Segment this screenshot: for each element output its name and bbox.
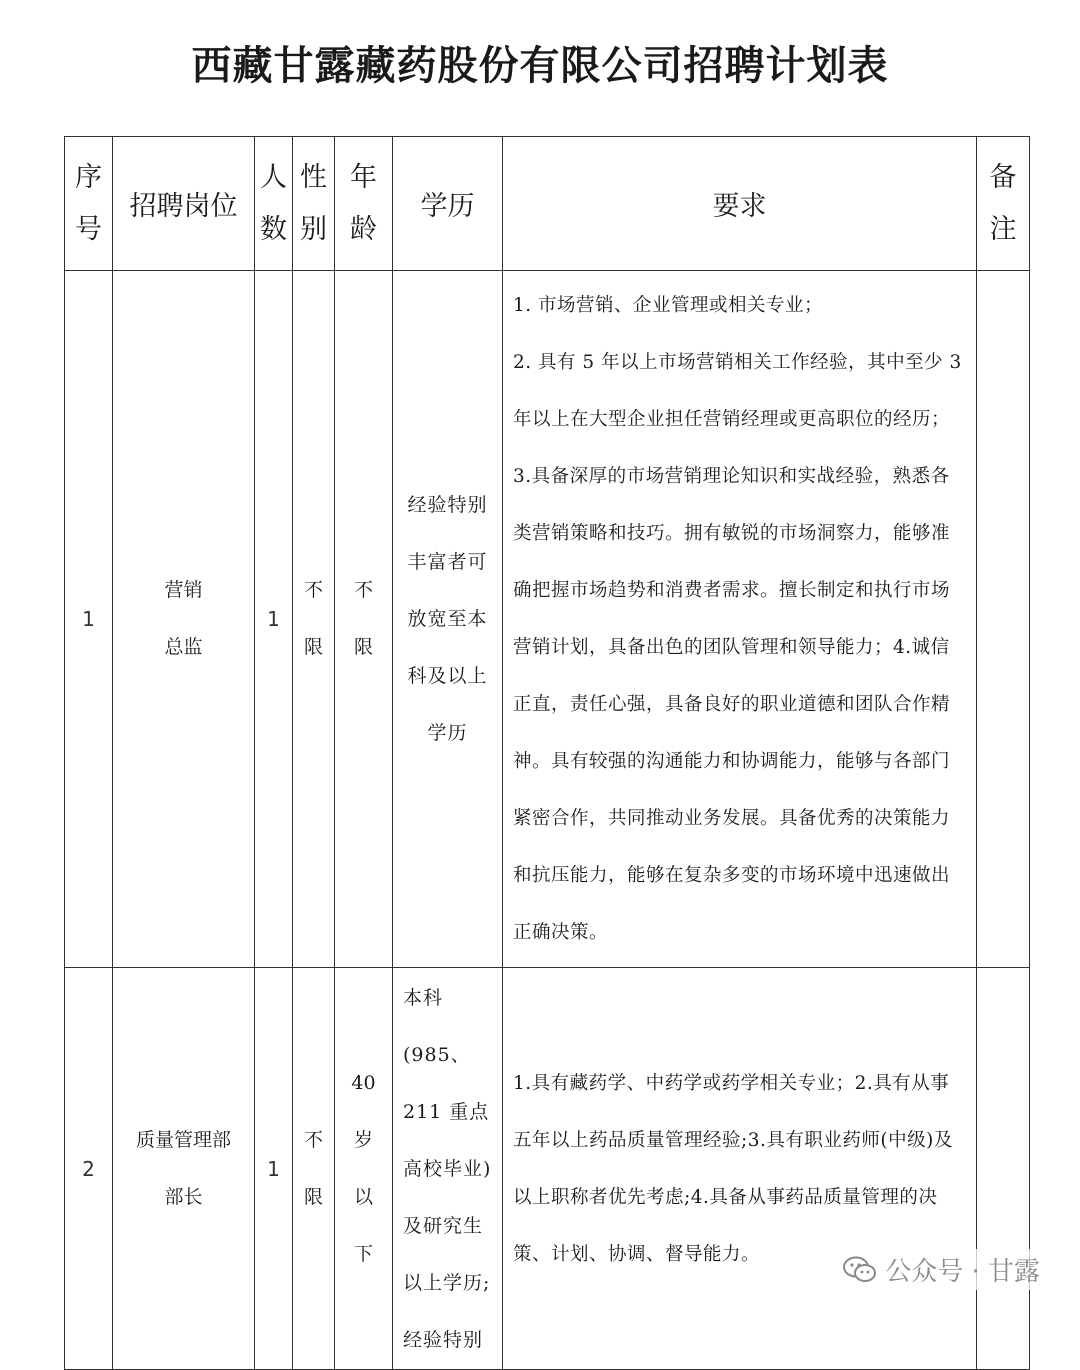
watermark [839, 1249, 1044, 1290]
row-count: 1 [255, 968, 293, 1370]
row-age: 不 限 [335, 271, 393, 968]
table-row [65, 271, 1030, 968]
row-education: 经验特别 丰富者可 放宽至本 科及以上 学历 [393, 271, 503, 968]
header-remarks: 备 注 [977, 137, 1030, 271]
row-age: 40 岁 以 下 [335, 968, 393, 1370]
header-age: 年 龄 [335, 137, 393, 271]
row-requirements: 1.具有藏药学、中药学或药学相关专业；2.具有从事五年以上药品质量管理经验;3.具有职业药师(中级)及以上职称者优先考虑;4.具备从事药品质量管理的决策、计划、协调、督导能力。 [503, 968, 977, 1370]
table-header-row [65, 137, 1030, 271]
table-row [65, 968, 1030, 1370]
header-position: 招聘岗位 [113, 137, 255, 271]
row-education: 本科(985、 211 重点 高校毕业) 及研究生 以上学历; 经验特别 [393, 968, 503, 1370]
row-count: 1 [255, 271, 293, 968]
header-gender: 性 别 [293, 137, 335, 271]
row-requirements: 1. 市场营销、企业管理或相关专业； 2. 具有 5 年以上市场营销相关工作经验，其中至少 3 年以上在大型企业担任营销经理或更高职位的经历； 3.具备深厚的市场营销理论知识和实战经验，熟悉各类营销策略和技巧。拥有敏锐的市场洞察力，能够准确把握市场趋势和消费者需求。擅长制定和执行市场营销计划，具备出色的团队管理和领导能力；4.诚信正直，责任心强，具备良好的职业道德和团队合作精神。具有较强的沟通能力和协调能力，能够与各部门紧密合作，共同推动业务发展。具备优秀的决策能力和抗压能力，能够在复杂多变的市场环境中迅速做出正确决策。 [503, 271, 977, 968]
row-seq: 1 [65, 271, 113, 968]
row-remarks [977, 968, 1030, 1370]
page-title: 西藏甘露藏药股份有限公司招聘计划表 [191, 43, 889, 89]
row-position: 质量管理部 部长 [113, 968, 255, 1370]
row-seq: 2 [65, 968, 113, 1370]
header-education: 学历 [393, 137, 503, 271]
watermark-text: 公众号 · 甘露 [885, 1257, 1040, 1287]
row-remarks [977, 271, 1030, 968]
header-requirements: 要求 [503, 137, 977, 271]
wechat-icon [843, 1256, 877, 1284]
header-count: 人 数 [255, 137, 293, 271]
row-position: 营销 总监 [113, 271, 255, 968]
row-gender: 不 限 [293, 271, 335, 968]
header-seq: 序 号 [65, 137, 113, 271]
recruitment-table [64, 136, 1030, 1370]
row-gender: 不 限 [293, 968, 335, 1370]
